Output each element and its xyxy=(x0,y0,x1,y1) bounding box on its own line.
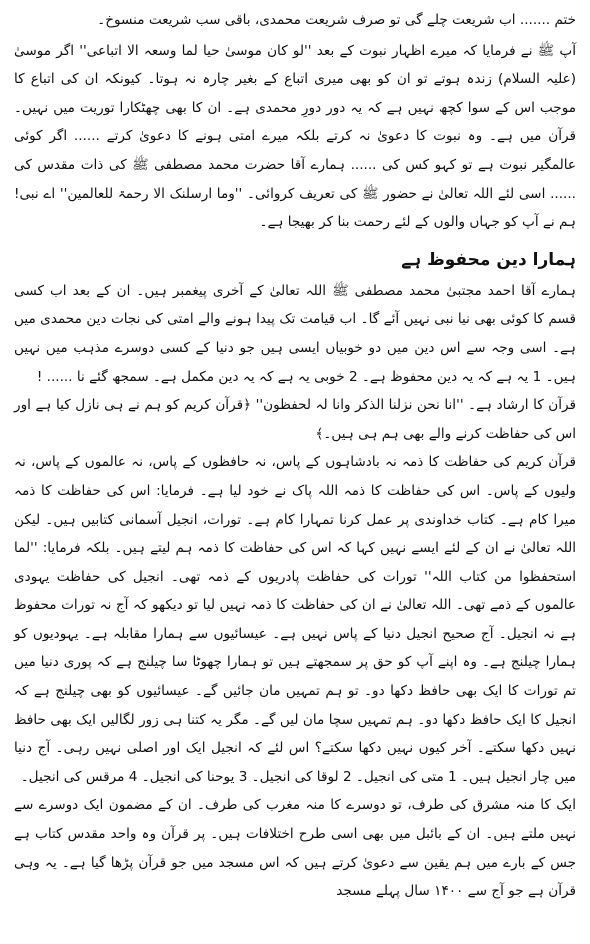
paragraph: قرآن کا ارشاد ہے۔ ''انا نحن نزلنا الذکر وانا لہ لحفظون'' ﴿قرآن کریم کو ہم نے ہی نازل کیا ہے اور اس کی حفاظت کرنے والے بھی ہم ہی ہیں۔﴾ xyxy=(14,397,576,442)
section-heading: ہمارا دین محفوظ ہے xyxy=(401,249,576,270)
paragraph: قرآن کریم کی حفاظت کا ذمہ نہ بادشاہوں کے پاس، نہ حافظوں کے پاس، نہ عالموں کے پاس، نہ ولیوں کے پاس۔ اس کی حفاظت کا ذمہ اللہ پاک نے خود لیا ہے۔ فرمایا: اس کی حفاظت کا ذمہ میرا کام ہے۔ کتاب خداوندی پر عمل کرنا تمہارا کام ہے۔ تورات، انجیل آسمانی کتابیں ہیں۔ لیکن اللہ تعالیٰ نے ان کے لئے ایسے نہیں کہا کہ اس کی حفاظت کا ذمہ ہم لیتے ہیں۔ بلکہ فرمایا: ''لما استحفظوا من کتاب اللہ'' تورات کی حفاظت پادریوں کے ذمہ تھی۔ انجیل کی حفاظت یہودی عالموں کے ذمے تھی۔ اللہ تعالیٰ نے ان کی حفاظت کا ذمہ نہیں لیا تو دیکھو کہ آج نہ تورات محفوظ ہے نہ انجیل۔ آج صحیح انجیل دنیا کے پاس نہیں ہے۔ عیسائیوں سے ہمارا مقابلہ ہے۔ یہودیوں کو ہمارا چیلنج ہے۔ وہ اپنے آپ کو حق پر سمجھتے ہیں تو ہمارا چھوٹا سا چیلنج ہے کہ پوری دنیا میں تم تورات کا ایک بھی حافظ دکھا دو۔ تو ہم تمہیں مان جائیں گے۔ عیسائیوں کو بھی چیلنج ہے کہ انجیل کا ایک حافظ دکھا دو۔ ہم تمہیں سچا مان لیں گے۔ مگر یہ کتنا ہی زور لگالیں ایک بھی حافظ نہیں دکھا سکتے۔ آخر کیوں نہیں دکھا سکتے؟ اس لئے کہ انجیل ایک اور اصلی نہیں رہی۔ آج دنیا میں چار انجیل ہیں۔ 1 متی کی انجیل۔ 2 لوقا کی انجیل۔ 3 یوحنا کی انجیل۔ 4 مرقس کی انجیل۔ xyxy=(14,454,576,785)
paragraph: ختم ....... اب شریعت چلے گی تو صرف شریعت محمدی، باقی سب شریعت منسوخ۔ xyxy=(97,12,576,28)
paragraph: ہمارے آقا احمد مجتبیٰ محمد مصطفی ﷺ اللہ تعالیٰ کے آخری پیغمبر ہیں۔ ان کے بعد اب کسی قسم کا کوئی بھی نیا نبی نہیں آئے گا۔ اب قیامت تک پیدا ہونے والے امتی کی نجات دین محمدی میں ہے۔ اسی وجہ سے اس دین میں دو خوبیاں ایسی ہیں جو دنیا کے کسی دوسرے مذہب میں نہیں ہیں۔ 1 یہ ہے کہ یہ دین محفوظ ہے۔ 2 خوبی یہ ہے کہ یہ دین مکمل ہے۔ سمجھ گئے نا ...... ! xyxy=(14,282,576,385)
paragraph: آپ ﷺ نے فرمایا کہ میرے اظہار نبوت کے بعد ''لو کان موسیٰ حیا لما وسعہ الا اتباعی'' اگر موسیٰ (علیہ السلام) زندہ ہوتے تو ان کو بھی میری اتباع کے بغیر چارہ نہ ہوتا۔ کیونکہ ان کی اتباع کا موجب اس کے سوا کچھ نہیں ہے کہ یہ دور دورِ محمدی ہے۔ ان کا بھی چھٹکارا توریت میں نہیں۔ قرآن میں ہے۔ وہ نبوت کا دعویٰ نہ کرتے بلکہ میرے امتی ہونے کا دعویٰ کرتے ...... اگر کوئی عالمگیر نبوت ہے تو کہو کس کی ...... ہمارے آقا حضرت محمد مصطفی ﷺ کی ذات مقدس کی ...... اسی لئے اللہ تعالیٰ نے حضور ﷺ کی تعریف کروائی۔ ''وما ارسلنک الا رحمۃ للعالمین'' اے نبی! ہم نے آپ کو جہاں والوں کے لئے رحمت بنا کر بھیجا ہے۔ xyxy=(14,42,576,231)
paragraph: ایک کا منہ مشرق کی طرف، تو دوسرے کا منہ مغرب کی طرف۔ ان کے مضمون ایک دوسرے سے نہیں ملتے ہیں۔ ان کے بائبل میں بھی اسی طرح اختلافات ہیں۔ پر قرآن وہ واحد مقدس کتاب ہے جس کے بارے میں ہم یقین سے دعویٰ کرتے ہیں کہ اس مسجد میں جو قرآن پڑھا گیا ہے۔ یہ وہی قرآن ہے جو آج سے ۱۴۰۰ سال پہلے مسجد xyxy=(14,797,576,900)
